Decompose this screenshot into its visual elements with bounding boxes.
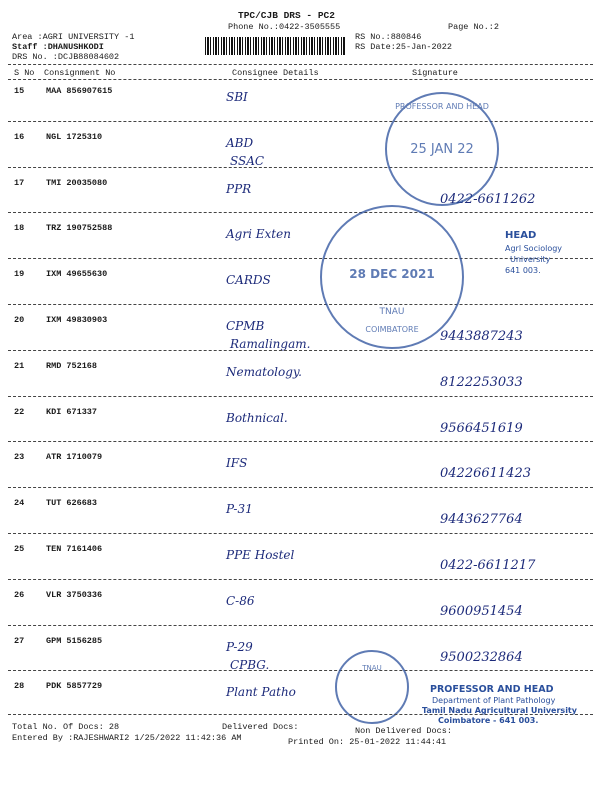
row-consignee-details: IFS [226,456,248,471]
row-consignment-no: MAA 856907615 [46,86,113,96]
row-consignment-no: VLR 3750336 [46,589,103,600]
row-divider [8,625,593,626]
area-label: Area :AGRI UNIVERSITY -1 [12,32,135,42]
phone-number: Phone No.:0422-3505555 [228,22,341,32]
row-signature: 0422-6611262 [440,191,536,207]
row-divider [8,258,593,259]
row-consignment-no: KDI 671337 [46,406,98,417]
row-divider [8,441,593,442]
row-consignment-no: ATR 1710079 [46,452,103,463]
barcode [205,37,345,55]
row-consignment-no: RMD 752168 [46,360,98,371]
col-consignment: Consignment No [44,68,116,78]
row-signature: 9600951454 [440,603,523,619]
row-consignee-details: Agri Exten [226,227,291,242]
non-delivered-docs: Non Delivered Docs: [355,726,452,736]
row-serial: 28 [14,681,25,692]
total-docs: Total No. Of Docs: 28 [12,722,120,732]
row-divider [8,304,593,305]
row-signature: 8122253033 [440,374,523,390]
professor-head-stamp [385,92,499,206]
row-divider [8,487,593,488]
stamp-cbe-small: 641 003. [505,266,541,275]
row-consignment-no: PDK 5857729 [46,681,103,692]
row-serial: 15 [14,86,25,96]
stamp-date-2: 28 DEC 2021 [349,267,435,281]
stamp-univ: Tamil Nadu Agricultural University [422,706,577,715]
rs-number: RS No.:880846 [355,32,422,42]
row-serial: 16 [14,131,25,142]
row-signature: 9443627764 [440,512,523,528]
row-consignee-details-2: CPBG. [230,657,270,672]
row-consignment-no: NGL 1725310 [46,131,103,142]
row-consignment-no: IXM 49655630 [46,269,108,280]
drs-number: DRS No. :DCJB88084602 [12,52,120,62]
row-divider [8,121,593,122]
row-consignee-details: PPE Hostel [226,548,295,562]
col-signature: Signature [412,68,458,78]
stamp-univ-small: University [510,255,551,264]
row-divider [8,350,593,351]
printed-on: Printed On: 25-01-2022 11:44:41 [288,737,447,747]
row-serial: 20 [14,315,25,325]
row-consignment-no: TUT 626683 [46,498,98,509]
tnau-round-stamp [335,650,409,724]
stamp-prof-head-2: PROFESSOR AND HEAD [430,684,554,695]
row-consignee-details: CPMB [226,319,265,333]
row-consignee-details: PPR [226,181,252,196]
entered-by: Entered By :RAJESHWARI2 1/25/2022 11:42:36 AM [12,733,242,743]
director-stamp [320,205,464,349]
row-serial: 17 [14,177,25,188]
row-serial: 25 [14,544,25,554]
report-title: TPC/CJB DRS - PC2 [238,10,335,21]
delivered-docs: Delivered Docs: [222,722,299,732]
col-sno: S No [14,68,35,78]
row-consignment-no: TMI 20035080 [46,177,108,188]
stamp-tnau: TNAU [379,307,405,317]
row-consignment-no: TRZ 190752588 [46,223,113,234]
row-serial: 23 [14,452,25,463]
row-signature: 04226611423 [440,466,531,482]
row-consignee-details: SBI [226,90,248,104]
row-consignee-details: C-86 [226,593,255,608]
row-signature: 0422-6611217 [440,558,536,573]
stamp-sociology: Agrl Sociology [505,244,563,253]
row-consignee-details: Plant Patho [226,685,296,700]
row-serial: 24 [14,498,25,509]
staff-label: Staff :DHANUSHKODI [12,42,104,52]
row-divider [8,396,593,397]
stamp-coimbatore: COIMBATORE [365,325,419,334]
divider [8,714,593,715]
row-serial: 22 [14,406,25,417]
row-serial: 21 [14,360,25,371]
row-serial: 27 [14,635,25,646]
row-consignee-details-2: Ramalingam. [230,337,311,351]
row-divider [8,212,593,213]
row-signature: 9500232864 [440,649,523,665]
row-consignee-details: Nematology. [226,364,302,379]
row-divider [8,579,593,580]
row-serial: 18 [14,223,25,234]
row-divider [8,670,593,671]
row-consignment-no: IXM 49830903 [46,315,108,325]
page-number: Page No.:2 [448,22,500,32]
row-consignee-details: P-29 [226,639,253,654]
stamp-date-1: 25 JAN 22 [410,142,474,157]
row-consignment-no: TEN 7161406 [46,544,103,554]
row-serial: 19 [14,269,25,280]
stamp-cbe: Coimbatore - 641 003. [438,716,539,725]
row-serial: 26 [14,589,25,600]
row-signature: 9443887243 [440,329,523,344]
row-consignee-details: Bothnical. [226,410,288,425]
col-consignee: Consignee Details [232,68,319,78]
row-consignee-details: CARDS [226,273,271,288]
stamp-prof-label: PROFESSOR AND HEAD [395,102,489,111]
rs-date: RS Date:25-Jan-2022 [355,42,452,52]
row-consignee-details-2: SSAC [230,153,265,168]
divider [8,79,593,80]
stamp-dept: Department of Plant Pathology [432,696,556,705]
row-consignee-details: P-31 [226,502,253,517]
row-divider [8,533,593,534]
stamp-tnau-2: TNAU [362,664,382,672]
row-consignment-no: GPM 5156285 [46,635,103,646]
row-divider [8,167,593,168]
row-consignee-details: ABD [226,135,254,150]
divider [8,64,593,65]
row-signature: 9566451619 [440,420,523,436]
stamp-head-small: HEAD [505,230,537,241]
